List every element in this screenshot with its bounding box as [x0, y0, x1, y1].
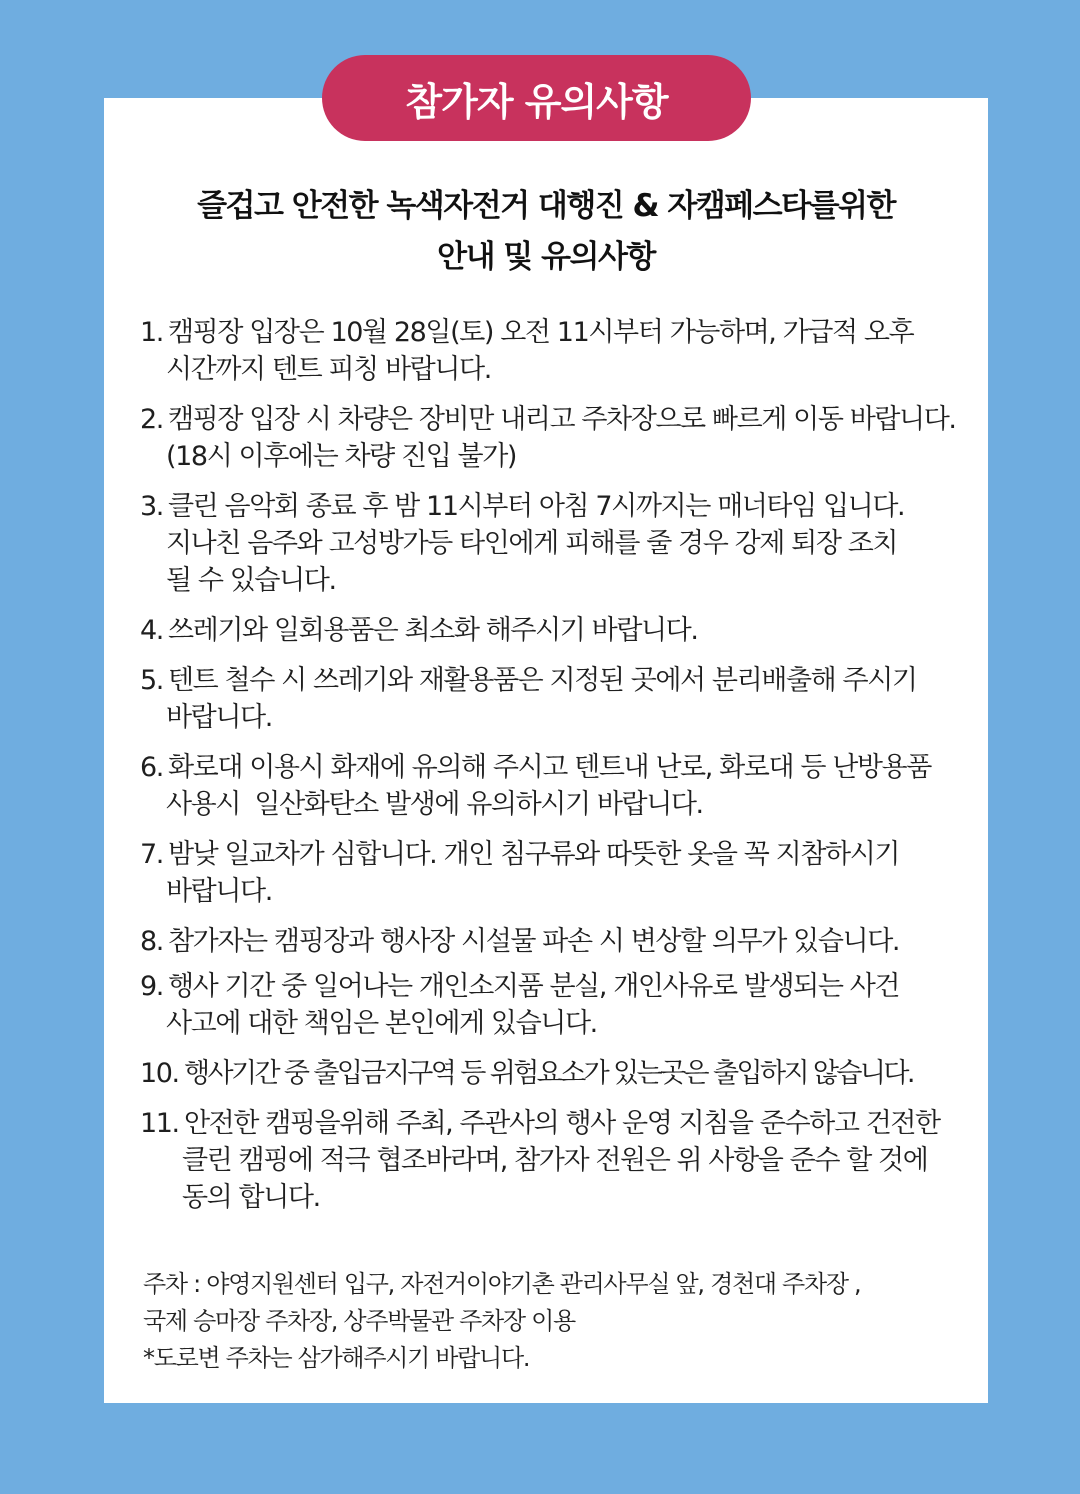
rule-number: 1. [140, 317, 163, 348]
rule-text-line: 시간까지 텐트 피칭 바랍니다. [166, 354, 491, 385]
rule-number: 3. [140, 491, 163, 522]
rule-text-line: 참가자는 캠핑장과 행사장 시설물 파손 시 변상할 의무가 있습니다. [168, 926, 900, 957]
title-badge [322, 55, 751, 141]
rule-text-line: 바랍니다. [166, 702, 272, 733]
rule-text-line: 텐트 철수 시 쓰레기와 재활용품은 지정된 곳에서 분리배출해 주시기 [168, 665, 917, 696]
rule-item-7 [140, 836, 980, 910]
rule-number: 6. [140, 752, 163, 783]
rule-item-8 [140, 923, 980, 960]
rule-item-2 [140, 401, 980, 475]
rule-text-line: 밤낮 일교차가 심합니다. 개인 침구류와 따뜻한 옷을 꼭 지참하시기 [168, 839, 900, 870]
rule-item-9 [140, 968, 980, 1042]
rule-text-line: 안전한 캠핑을위해 주최, 주관사의 행사 운영 지침을 준수하고 건전한 [184, 1108, 940, 1139]
rule-number: 9. [140, 971, 163, 1002]
rule-text-line: 동의 합니다. [182, 1182, 320, 1213]
rule-number: 7. [140, 839, 163, 870]
rule-text-line: 행사 기간 중 일어나는 개인소지품 분실, 개인사유로 발생되는 사건 [168, 971, 900, 1002]
rule-text-line: 행사기간 중 출입금지구역 등 위험요소가 있는곳은 출입하지 않습니다. [184, 1058, 913, 1089]
rule-text-line: 쓰레기와 일회용품은 최소화 해주시기 바랍니다. [168, 615, 698, 646]
title-badge-text: 참가자 유의사항 [405, 79, 668, 124]
rule-text-line: (18시 이후에는 차량 진입 불가) [166, 441, 517, 472]
rule-number: 11. [140, 1108, 179, 1139]
parking-note-line-2: 국제 승마장 주차장, 상주박물관 주차장 이용 [143, 1307, 575, 1335]
rule-text-line: 클린 캠핑에 적극 협조바라며, 참가자 전원은 위 사항을 준수 할 것에 [182, 1145, 928, 1176]
rule-item-3 [140, 488, 980, 599]
rule-item-11 [140, 1105, 980, 1216]
rule-text-line: 화로대 이용시 화재에 유의해 주시고 텐트내 난로, 화로대 등 난방용품 [168, 752, 931, 783]
rule-item-4 [140, 612, 980, 649]
rule-number: 5. [140, 665, 163, 696]
rule-number: 4. [140, 615, 163, 646]
parking-notes [143, 1266, 963, 1377]
rule-text-line: 지나친 음주와 고성방가등 타인에게 피해를 줄 경우 강제 퇴장 조치 [166, 528, 898, 559]
rule-text-line: 사고에 대한 책임은 본인에게 있습니다. [166, 1008, 597, 1039]
rule-text-line: 바랍니다. [166, 876, 272, 907]
rule-text-line: 캠핑장 입장 시 차량은 장비만 내리고 주차장으로 빠르게 이동 바랍니다. [168, 404, 956, 435]
rule-text-line: 사용시 일산화탄소 발생에 유의하시기 바랍니다. [166, 789, 703, 820]
parking-note-line-1: 주차 : 야영지원센터 입구, 자전거이야기촌 관리사무실 앞, 경천대 주차장 , [143, 1270, 861, 1298]
rule-item-1 [140, 314, 980, 388]
rule-item-10 [140, 1055, 980, 1092]
rule-number: 8. [140, 926, 163, 957]
rule-number: 2. [140, 404, 163, 435]
rule-text-line: 될 수 있습니다. [166, 565, 336, 596]
parking-note-line-3: *도로변 주차는 삼가해주시기 바랍니다. [143, 1344, 530, 1372]
rule-item-5 [140, 662, 980, 736]
subtitle-line-1: 즐겁고 안전한 녹색자전거 대행진 & 자캠페스타를위한 [197, 188, 895, 224]
rule-number: 10. [140, 1058, 179, 1089]
rule-item-6 [140, 749, 980, 823]
rule-text-line: 캠핑장 입장은 10월 28일(토) 오전 11시부터 가능하며, 가급적 오후 [168, 317, 914, 348]
subtitle-line-2: 안내 및 유의사항 [437, 239, 655, 275]
rule-text-line: 클린 음악회 종료 후 밤 11시부터 아침 7시까지는 매너타임 입니다. [168, 491, 905, 522]
rule-list [140, 314, 980, 1229]
